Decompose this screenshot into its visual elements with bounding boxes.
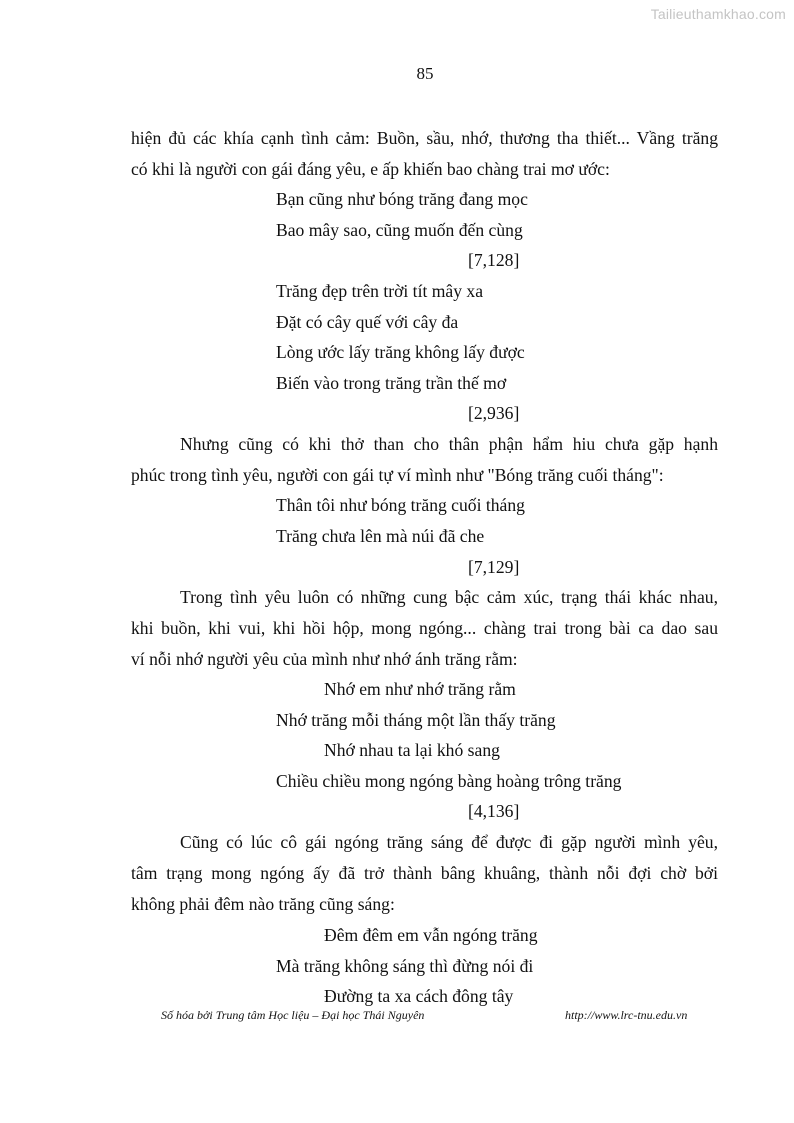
citation: [2,936] xyxy=(468,403,520,423)
poem-line: Mà trăng không sáng thì đừng nói đi xyxy=(276,956,534,976)
paragraph-line: hiện đủ các khía cạnh tình cảm: Buồn, sầu, nhớ, thương tha thiết... Vầng trăng xyxy=(131,128,718,148)
poem-line: Lòng ước lấy trăng không lấy được xyxy=(276,342,525,362)
poem-line: Nhớ em như nhớ trăng rằm xyxy=(324,679,516,699)
citation: [7,128] xyxy=(468,250,520,270)
poem-line: Nhớ trăng mỗi tháng một lần thấy trăng xyxy=(276,710,556,730)
paragraph-line: khi buồn, khi vui, khi hồi hộp, mong ngóng... chàng trai trong bài ca dao sau xyxy=(131,618,718,638)
paragraph-line: Cũng có lúc cô gái ngóng trăng sáng để được đi gặp người mình yêu, xyxy=(180,832,718,852)
watermark: Tailieuthamkhao.com xyxy=(650,6,786,22)
poem-line: Đường ta xa cách đông tây xyxy=(324,986,514,1006)
poem-line: Biến vào trong trăng trần thế mơ xyxy=(276,373,507,393)
footer-url[interactable]: http://www.lrc-tnu.edu.vn xyxy=(565,1008,688,1022)
poem-line: Đặt có cây quế với cây đa xyxy=(276,312,459,332)
paragraph-line: Trong tình yêu luôn có những cung bậc cảm xúc, trạng thái khác nhau, xyxy=(180,587,718,607)
paragraph-line: ví nỗi nhớ người yêu của mình như nhớ ánh trăng rằm: xyxy=(131,649,518,669)
poem-line: Đêm đêm em vẫn ngóng trăng xyxy=(324,925,538,945)
paragraph-line: phúc trong tình yêu, người con gái tự ví mình như "Bóng trăng cuối tháng": xyxy=(131,465,664,485)
footer-source: Số hóa bởi Trung tâm Học liệu – Đại học Thái Nguyên xyxy=(161,1008,425,1022)
poem-line: Chiều chiều mong ngóng bàng hoàng trông trăng xyxy=(276,771,622,791)
paragraph-line: không phải đêm nào trăng cũng sáng: xyxy=(131,894,395,914)
page-number: 85 xyxy=(416,64,434,83)
paragraph-line: tâm trạng mong ngóng ấy đã trở thành bâng khuâng, thành nỗi đợi chờ bởi xyxy=(131,863,718,883)
poem-line: Nhớ nhau ta lại khó sang xyxy=(324,740,500,760)
citation: [7,129] xyxy=(468,557,520,577)
poem-line: Trăng đẹp trên trời tít mây xa xyxy=(276,281,484,301)
poem-line: Trăng chưa lên mà núi đã che xyxy=(276,526,485,546)
citation: [4,136] xyxy=(468,801,520,821)
poem-line: Thân tôi như bóng trăng cuối tháng xyxy=(276,495,525,515)
poem-line: Bao mây sao, cũng muốn đến cùng xyxy=(276,220,523,240)
paragraph-line: có khi là người con gái đáng yêu, e ấp khiến bao chàng trai mơ ước: xyxy=(131,159,610,179)
poem-line: Bạn cũng như bóng trăng đang mọc xyxy=(276,189,528,209)
paragraph-line: Nhưng cũng có khi thở than cho thân phận hẩm hiu chưa gặp hạnh xyxy=(180,434,718,454)
